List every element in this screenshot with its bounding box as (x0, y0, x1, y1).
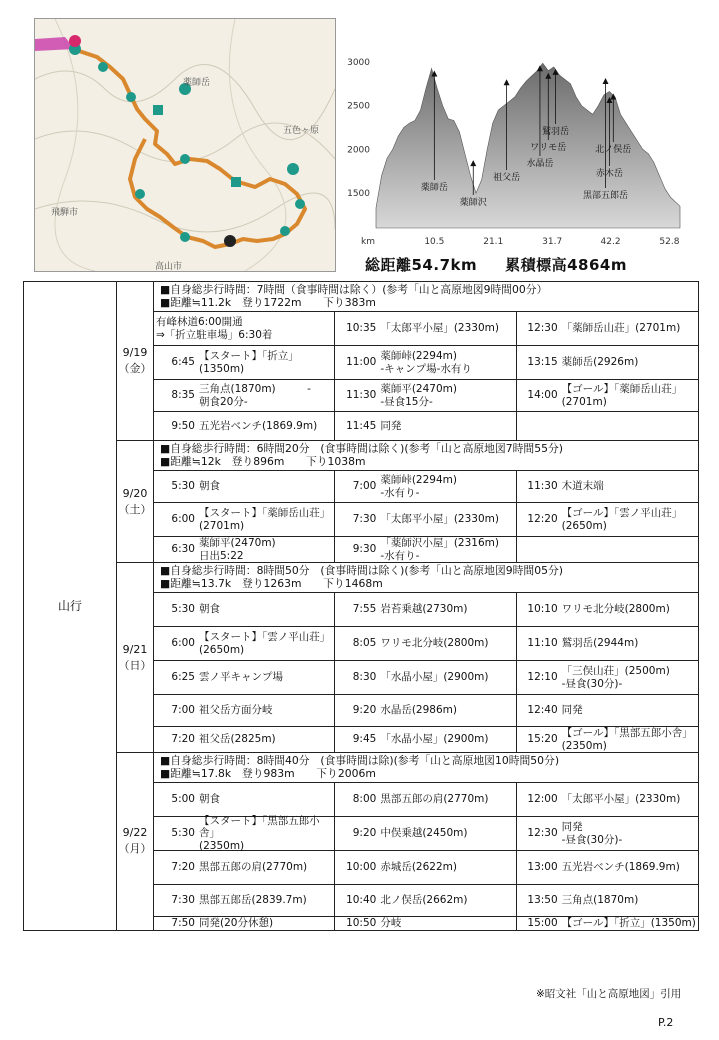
entry-time: 5:30 (171, 827, 195, 840)
schedule-entry (154, 312, 335, 346)
entry-place: 【ゴール】「黒部五郎小舎」 (2350m) (561, 727, 693, 752)
summary-line: ■距離≒12k 登り896m 下り1038m (160, 455, 366, 468)
schedule-entry (154, 346, 335, 380)
entry-place: 岩苔乗越(2730m) (380, 603, 468, 616)
entry-place: 【ゴール】「折立」(1350m) (561, 917, 696, 929)
entry-place: 「薬師岳山荘」(2701m) (561, 322, 681, 335)
entry-place: 【スタート】「薬師岳山荘」 (2701m) (199, 507, 331, 532)
entry-time: 12:30 (527, 322, 558, 335)
entry-time: 15:20 (527, 733, 558, 746)
schedule-entry (154, 727, 335, 752)
schedule-entry (517, 627, 698, 661)
entry-place: 【ゴール】「薬師岳山荘」 (2701m) (561, 383, 683, 408)
entry-place: 朝食 (199, 793, 220, 806)
entry-place: 雲ノ平キャンプ場 (199, 671, 283, 684)
entry-time: 11:00 (346, 356, 377, 369)
peak-label: 薬師沢 (459, 198, 487, 208)
entry-time: 13:00 (527, 861, 558, 874)
y-tick-label: 3000 (347, 58, 370, 68)
entry-place: 薬師峠(2294m) -キャンプ場-水有り (380, 350, 472, 375)
entry-time: 11:10 (527, 637, 558, 650)
schedule-entry (335, 661, 516, 695)
schedule-entry (335, 537, 516, 562)
schedule-entry (154, 627, 335, 661)
y-tick-label: 2000 (347, 145, 370, 156)
entry-time: 10:50 (346, 917, 377, 929)
entry-time: 12:30 (527, 827, 558, 840)
entry-time: 11:30 (527, 480, 558, 493)
summary-line: ■自身総歩行時間：7時間（食事時間は除く）(参考「山と高原地図9時間00分） (160, 283, 548, 296)
summary-line: ■自身総歩行時間：8時間50分 (食事時間は除く)(参考「山と高原地図9時間05分) (160, 564, 563, 577)
schedule-entry (335, 346, 516, 380)
entry-place: 薬師峠(2294m) -水有り- (380, 474, 457, 499)
x-tick-label: 52.8 (659, 237, 680, 247)
x-tick-label: 21.1 (483, 237, 504, 247)
peak-marker-arrow (504, 79, 510, 85)
entry-time: 6:00 (171, 513, 195, 526)
entry-place: 木道末端 (561, 480, 604, 493)
schedule-entry (335, 817, 516, 851)
entry-place: 「太郎平小屋」(2330m) (561, 793, 681, 806)
schedule-entry (517, 346, 698, 380)
entry-place: 水晶岳(2986m) (380, 704, 457, 717)
entry-time: 6:25 (171, 671, 195, 684)
schedule-entry (154, 885, 335, 917)
date-text: 9/22 (122, 826, 148, 840)
schedule-entry (517, 503, 698, 537)
entry-place: 五光岩ベンチ(1869.9m) (199, 419, 318, 432)
entry-time: 8:30 (352, 671, 377, 684)
weekday-text: （土） (118, 502, 152, 516)
peak-label: 鷲羽岳 (542, 127, 570, 137)
schedule-entry (335, 503, 516, 537)
day-schedule (154, 282, 699, 441)
entry-place: 朝食 (199, 480, 220, 493)
map-credit: ※昭文社「山と高原地図」引用 (536, 988, 682, 1000)
route-map-graphic (35, 19, 335, 271)
entry-place: ワリモ北分岐(2800m) (380, 637, 489, 650)
entry-place: 同発(20分休憩) (199, 917, 274, 929)
entry-place: 同発 (561, 704, 583, 717)
entry-place: 黒部五郎の肩(2770m) (380, 793, 489, 806)
elevation-area (376, 63, 680, 228)
entry-place: 「三俣山荘」(2500m) -昼食(30分)- (561, 665, 670, 690)
entry-time: 14:00 (527, 389, 558, 402)
entry-place: 「太郎平小屋」(2330m) (380, 322, 499, 335)
entry-time: 7:50 (171, 917, 195, 929)
schedule-entry (154, 917, 335, 930)
schedule-entry (517, 885, 698, 917)
entry-time: 7:20 (171, 733, 195, 746)
entry-time: 6:30 (171, 543, 195, 556)
entry-time: 7:30 (171, 894, 195, 907)
schedule-entry (517, 471, 698, 503)
entry-time: 10:10 (527, 603, 558, 616)
schedule-entry (517, 695, 698, 727)
entry-place: 「水晶小屋」(2900m) (380, 671, 489, 684)
schedule-entry (517, 727, 698, 752)
day-summary (154, 753, 698, 783)
date-text: 9/21 (122, 642, 148, 656)
entry-time: 7:00 (171, 704, 195, 717)
timeline-grid (154, 783, 698, 930)
entry-time: 12:40 (527, 704, 558, 717)
peak-label: 薬師岳 (420, 183, 448, 193)
route-map[interactable] (34, 18, 336, 272)
day-schedule (154, 753, 699, 931)
schedule-entry (517, 593, 698, 627)
entry-place: 同発 -昼食(30分)- (561, 821, 623, 846)
entry-time: 13:15 (527, 356, 558, 369)
schedule-entry (154, 851, 335, 885)
entry-time: 9:45 (352, 733, 377, 746)
y-tick-label: 1500 (347, 189, 370, 200)
map-label-hida: 飛騨市 (51, 208, 79, 218)
elevation-profile-chart (336, 40, 688, 252)
map-label-takayama: 高山市 (155, 262, 183, 272)
schedule-entry (335, 917, 516, 930)
peak-label: ワリモ岳 (530, 143, 567, 153)
day-schedule (154, 563, 699, 753)
weekday-text: （金） (118, 362, 152, 375)
entry-time: 8:05 (352, 637, 377, 650)
entry-place: 【スタート】「折立」(1350m) (199, 350, 299, 375)
x-tick-label: 31.7 (542, 237, 563, 247)
weekday-text: （月） (118, 842, 152, 856)
schedule-entry (517, 661, 698, 695)
entry-place: 鷲羽岳(2944m) (561, 637, 639, 650)
schedule-entry (154, 695, 335, 727)
entry-place: 朝食 (199, 603, 220, 616)
summary-line: ■距離≒11.2k 登り1722m 下り383m (160, 296, 376, 309)
summary-line: ■距離≒13.7k 登り1263m 下り1468m (160, 577, 383, 590)
entry-time: 5:30 (171, 603, 195, 616)
peak-label: 水晶岳 (526, 159, 554, 169)
day-date (117, 563, 154, 753)
schedule-entry (335, 471, 516, 503)
schedule-entry (154, 593, 335, 627)
schedule-entry (154, 537, 335, 562)
entry-time: 9:20 (352, 704, 377, 717)
peak-label: 北ノ俣岳 (595, 145, 632, 155)
entry-time: 10:00 (346, 861, 377, 874)
entry-place: 薬師平(2470m) -昼食15分- (380, 383, 457, 408)
day-date (117, 753, 154, 931)
schedule-entry (517, 783, 698, 817)
map-label-yakushi: 薬師岳 (183, 78, 211, 88)
entry-time: 8:00 (352, 793, 377, 806)
entry-time: 7:20 (171, 861, 195, 874)
entry-time: 10:35 (346, 322, 377, 335)
schedule-entry (517, 537, 698, 562)
timeline-grid (154, 471, 698, 562)
route-summary (365, 254, 655, 275)
entry-place: 黒部五郎の肩(2770m) (199, 861, 308, 874)
schedule-entry (335, 695, 516, 727)
schedule-entry (335, 885, 516, 917)
main-label: 山行 (24, 282, 117, 931)
x-tick-label: 10.5 (424, 237, 445, 247)
entry-place: 祖父岳方面分岐 (199, 704, 273, 717)
entry-time: 7:00 (352, 480, 377, 493)
page-number: P.2 (658, 1016, 674, 1029)
total-elevation: 累積標高4864m (505, 256, 628, 274)
entry-place: 分岐 (380, 917, 402, 929)
peak-label: 黒部五郎岳 (583, 191, 629, 201)
schedule-entry (154, 814, 335, 852)
entry-time: 9:30 (352, 543, 377, 556)
entry-place: 祖父岳(2825m) (199, 733, 276, 746)
entry-time: 12:00 (527, 793, 558, 806)
entry-time: 13:50 (527, 894, 558, 907)
schedule-entry (335, 380, 516, 412)
peak-label: 赤木岳 (595, 169, 623, 179)
entry-place: 同発 (380, 419, 402, 432)
total-distance: 総距離54.7km (365, 256, 478, 274)
date-text: 9/19 (122, 346, 148, 360)
schedule-entry (154, 661, 335, 695)
entry-place: 薬師岳(2926m) (561, 356, 639, 369)
day-date (117, 441, 154, 563)
entry-place: 赤城岳(2622m) (380, 861, 457, 874)
entry-place: 北ノ俣岳(2662m) (380, 894, 468, 907)
entry-place: 薬師平(2470m) 日出5:22 (199, 537, 276, 562)
weekday-text: （日） (118, 658, 152, 672)
summary-line: ■自身総歩行時間：8時間40分 (食事時間は除)(参考「山と高原地図10時間50分) (160, 754, 560, 767)
elevation-profile (336, 40, 688, 276)
entry-place: 「水晶小屋」(2900m) (380, 733, 489, 746)
day-summary (154, 282, 698, 312)
entry-place: 三角点(1870m) (561, 894, 639, 907)
entry-time: 12:20 (527, 513, 558, 526)
entry-place: 【スタート】「黒部五郎小舎」 (2350m) (199, 814, 320, 852)
schedule-entry (154, 471, 335, 503)
entry-place: 黒部五郎岳(2839.7m) (199, 894, 307, 907)
schedule-entry (517, 380, 698, 412)
date-text: 9/20 (122, 486, 148, 500)
schedule-entry (335, 312, 516, 346)
schedule-entry (335, 593, 516, 627)
day-summary (154, 441, 698, 471)
timeline-grid (154, 312, 698, 440)
schedule-entry (517, 312, 698, 346)
entry-time: 11:30 (346, 389, 377, 402)
schedule-entry (517, 851, 698, 885)
schedule-entry (154, 412, 335, 440)
entry-time: 15:00 (527, 917, 558, 929)
entry-time: 5:30 (171, 480, 195, 493)
entry-time: 9:50 (171, 419, 195, 432)
entry-time: 5:00 (171, 793, 195, 806)
entry-place: 【ゴール】「雲ノ平山荘」 (2650m) (561, 507, 683, 532)
summary-line: ■自身総歩行時間：6時間20分 (食事時間は除く)(参考「山と高原地図7時間55分) (160, 442, 563, 455)
schedule-entry (517, 917, 698, 930)
entry-place: 「薬師沢小屋」(2316m) -水有り- (380, 537, 499, 562)
entry-time: 10:40 (346, 894, 377, 907)
y-tick-label: 2500 (347, 101, 370, 112)
day-date (117, 282, 154, 441)
entry-place: 「太郎平小屋」(2330m) (380, 513, 499, 526)
entry-time: 6:45 (171, 356, 195, 369)
map-label-goshiki: 五色ヶ原 (283, 126, 320, 136)
day-summary (154, 563, 698, 593)
entry-time: 8:35 (171, 389, 195, 402)
entry-time: 7:30 (352, 513, 377, 526)
x-tick-label: km (361, 237, 375, 247)
entry-place: 【スタート】「雲ノ平山荘」 (2650m) (199, 631, 331, 656)
entry-time: 6:00 (171, 637, 195, 650)
x-tick-label: 42.2 (600, 237, 621, 247)
schedule-entry (154, 783, 335, 817)
schedule-entry (517, 412, 698, 440)
peak-marker-arrow (603, 78, 609, 84)
schedule-entry (335, 727, 516, 752)
entry-time: 11:45 (346, 419, 377, 432)
peak-label: 祖父岳 (493, 173, 521, 183)
schedule-entry (335, 783, 516, 817)
entry-time: 9:20 (352, 827, 377, 840)
schedule-entry (335, 627, 516, 661)
entry-place: 五光岩ベンチ(1869.9m) (561, 861, 680, 874)
entry-time: 12:10 (527, 671, 558, 684)
schedule-entry (335, 851, 516, 885)
entry-time: 7:55 (352, 603, 377, 616)
schedule-table (23, 281, 699, 931)
peak-marker-arrow (470, 160, 476, 166)
entry-place: 有峰林道6:00開通 ⇒「折立駐車場」6:30着 (156, 316, 273, 341)
schedule-entry (335, 412, 516, 440)
entry-place: 三角点(1870m) - 朝食20分- (199, 383, 311, 408)
entry-place: ワリモ北分岐(2800m) (561, 603, 670, 616)
entry-place: 中俣乗越(2450m) (380, 827, 468, 840)
schedule-entry (154, 380, 335, 412)
schedule-entry (154, 503, 335, 537)
day-schedule (154, 441, 699, 563)
schedule-entry (517, 817, 698, 851)
summary-line: ■距離≒17.8k 登り983m 下り2006m (160, 767, 376, 780)
timeline-grid (154, 593, 698, 752)
